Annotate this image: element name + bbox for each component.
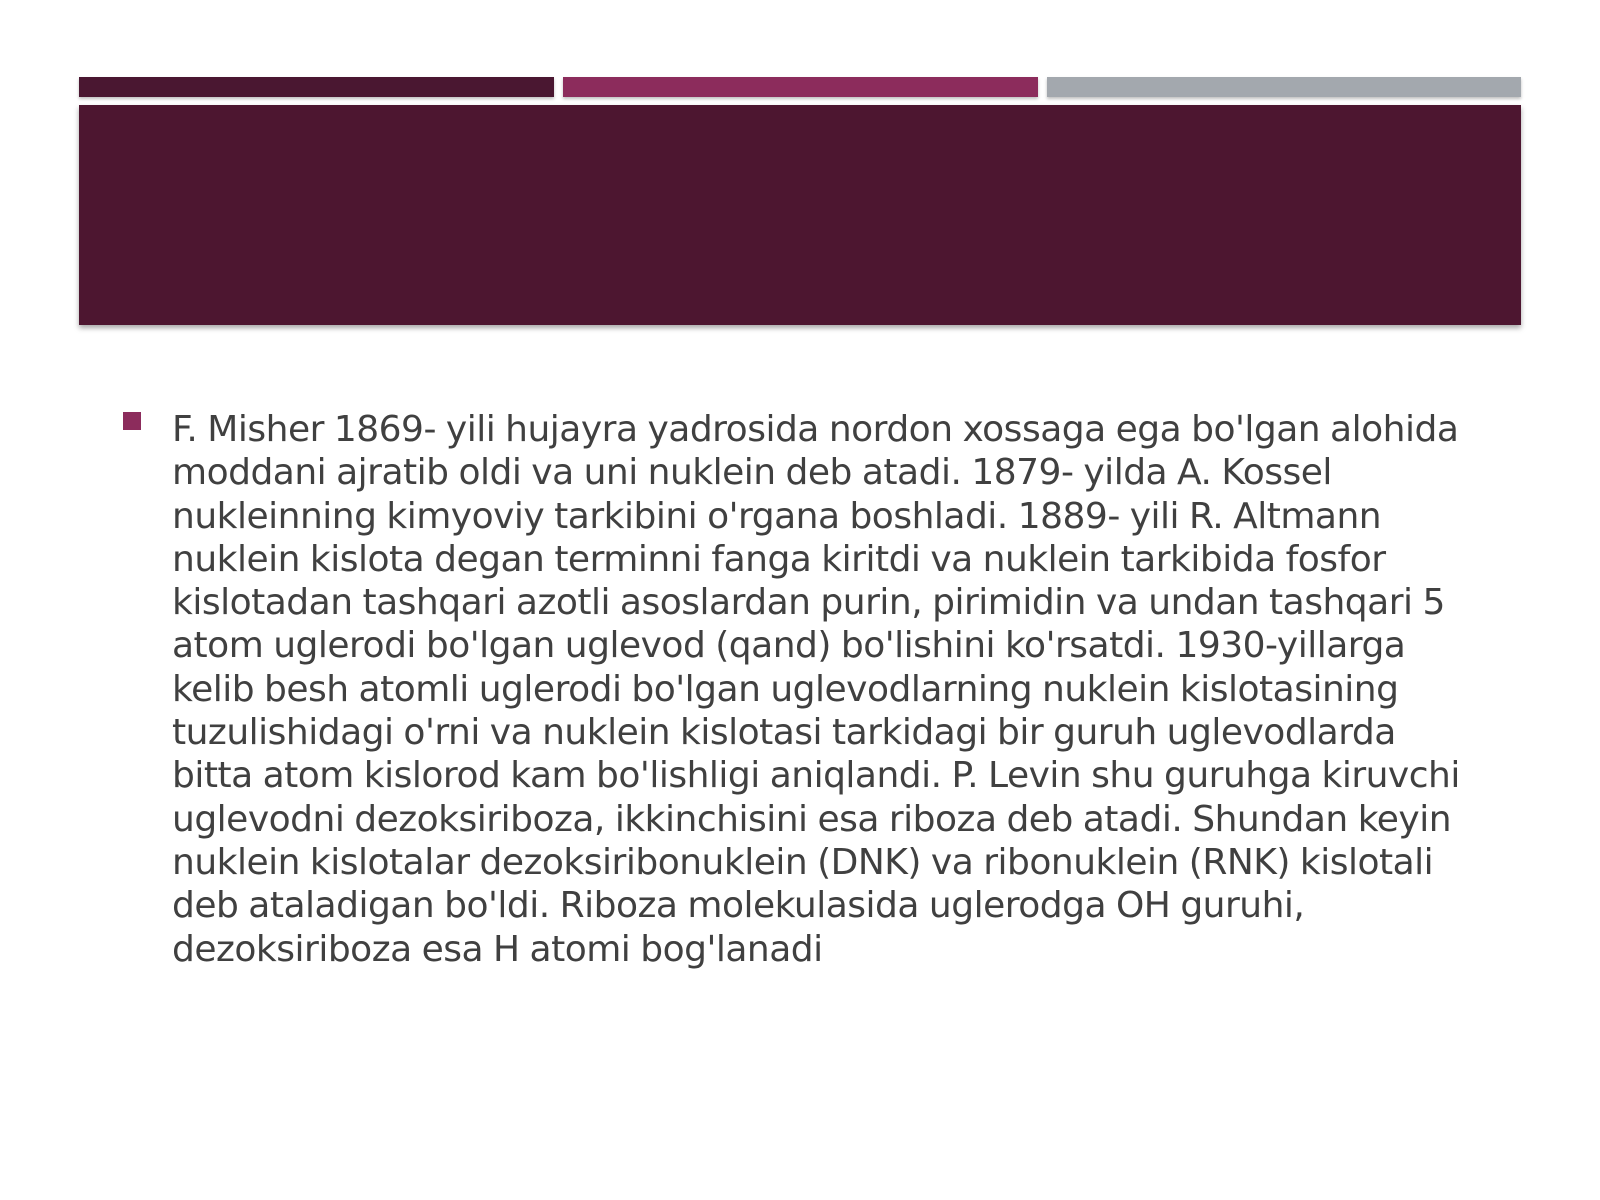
accent-bar-magenta [563,77,1038,97]
title-band [79,105,1521,325]
bullet-item [120,408,1480,971]
accent-bar-dark [79,77,554,97]
accent-bar-gray [1047,77,1521,97]
square-bullet-icon [123,412,141,430]
content-area [120,408,1480,971]
bullet-text: F. Misher 1869- yili hujayra yadrosida nordon xossaga ega bo'lgan alohida moddani ajratib oldi va uni nuklein deb atadi. 1879- yilda A. Kossel nukleinning kimyoviy tarkibini o'rgana boshladi. 1889- yili R. Altmann nuklein kislota degan terminni fanga kiritdi va nuklein tarkibida fosfor kislotadan tashqari azotli asoslardan purin, pirimidin va undan tashqari 5 atom uglerodi bo'lgan uglevod (qand) bo'lishini ko'rsatdi. 1930-yillarga kelib besh atomli uglerodi bo'lgan uglevodlarning nuklein kislotasining tuzulishidagi o'rni va nuklein kislotasi tarkidagi bir guruh uglevodlarda bitta atom kislorod kam bo'lishligi aniqlandi. P. Levin shu guruhga kiruvchi uglevodni dezoksiriboza, ikkinchisini esa riboza deb atadi. Shundan keyin nuklein kislotalar dezoksiribonuklein (DNK) va ribonuklein (RNK) kislotali deb ataladigan bo'ldi. Riboza molekulasida uglerodga OH guruhi, dezoksiriboza esa H atomi bog'lanadi [172,409,1460,970]
